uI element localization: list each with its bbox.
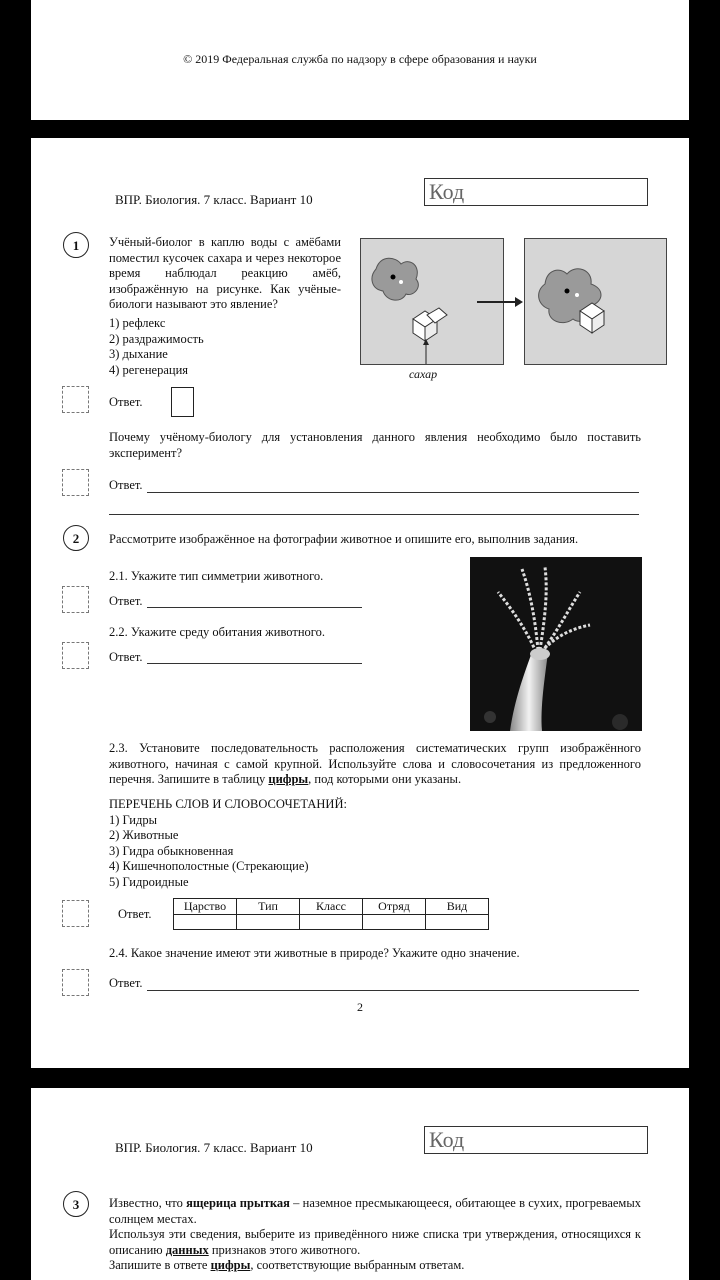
q2-1-text: 2.1. Укажите тип симметрии животного.	[109, 569, 324, 583]
amoeba-after-image	[524, 238, 667, 365]
q2-3-answer-label: Ответ.	[118, 907, 152, 921]
q3-l1-a: Известно, что	[109, 1196, 187, 1210]
q1-answer-label-2: Ответ.	[109, 478, 143, 492]
word-list-item-4: 4) Кишечнополостные (Стрекающие)	[109, 859, 309, 873]
q3-l3-bold: цифры	[210, 1258, 251, 1272]
table-header-class: Класс	[300, 899, 363, 915]
table-header-species: Вид	[426, 899, 489, 915]
table-header-kingdom: Царство	[174, 899, 237, 915]
page-3	[31, 1088, 689, 1280]
table-cell-order[interactable]	[363, 915, 426, 930]
q1-option-4: 4) регенерация	[109, 362, 189, 377]
q2-2-answer-line[interactable]	[147, 663, 362, 664]
table-cell-class[interactable]	[300, 915, 363, 930]
q1-option-3: 3) дыхание	[109, 347, 168, 361]
table-header-type: Тип	[237, 899, 300, 915]
q3-l1-bold: ящерица прыткая	[186, 1196, 290, 1210]
table-cell-type[interactable]	[237, 915, 300, 930]
q3-text	[109, 1196, 641, 1274]
page-2	[31, 138, 689, 1068]
score-box-2-1	[62, 586, 89, 613]
word-list-item-5: 5) Гидроидные	[109, 874, 189, 889]
q1-answer-box[interactable]	[171, 387, 194, 417]
score-box-1a	[62, 386, 89, 413]
table-header-order: Отряд	[363, 899, 426, 915]
q3-l2-a: Используя эти сведения, выберите из приведённого ниже списка три утверждения, относящихся к описанию	[109, 1227, 641, 1257]
systematics-table	[173, 898, 489, 930]
q3-line-1	[109, 1196, 641, 1227]
q3-l3-b: , соответствующие выбранным ответам.	[250, 1258, 465, 1272]
score-box-2-2	[62, 642, 89, 669]
q2-3-text-a: 2.3. Установите последовательность расположения систематических групп изображённого животного, начиная с самой крупной. Используйте слова и словосочетания из предложенного перечня. Запишите в таблицу	[109, 741, 641, 786]
q3-l2-bold: данных	[165, 1242, 209, 1257]
table-cell-species[interactable]	[426, 915, 489, 930]
q2-4-answer-line[interactable]	[147, 990, 639, 991]
word-list-item-2: 2) Животные	[109, 828, 179, 842]
q2-4-text: 2.4. Какое значение имеют эти животные в природе? Укажите одно значение.	[109, 946, 520, 960]
score-box-2-3	[62, 900, 89, 927]
q2-3-text	[109, 741, 641, 788]
q2-4-answer-label: Ответ.	[109, 976, 143, 990]
q1-answer-line-1[interactable]	[147, 492, 639, 493]
arrow-right-icon	[515, 297, 523, 307]
word-list-title: ПЕРЕЧЕНЬ СЛОВ И СЛОВОСОЧЕТАНИЙ:	[109, 797, 347, 811]
q2-intro: Рассмотрите изображённое на фотографии животное и опишите его, выполнив задания.	[109, 532, 579, 546]
page-header-title-3: ВПР. Биология. 7 класс. Вариант 10	[115, 1140, 313, 1155]
q1-answer-label: Ответ.	[109, 395, 143, 409]
q2-1-answer-line[interactable]	[147, 607, 362, 608]
q1-options	[109, 316, 309, 378]
q1-followup: Почему учёному-биологу для установления данного явления необходимо было поставить эксперимент?	[109, 430, 641, 460]
word-list-item-1: 1) Гидры	[109, 812, 157, 827]
word-list	[109, 797, 509, 890]
arrow-line	[477, 301, 517, 303]
q2-3-text-b: , под которыми они указаны.	[308, 772, 462, 786]
page-top	[31, 0, 689, 120]
q1-option-2: 2) раздражимость	[109, 331, 204, 346]
q3-l1-b: – наземное пресмыкающееся, обитающее в сухих, прогреваемых солнцем местах.	[109, 1196, 641, 1226]
code-field-3[interactable]: Код	[424, 1126, 648, 1154]
page-number: 2	[357, 1000, 363, 1014]
q1-text: Учёный-биолог в каплю воды с амёбами поместил кусочек сахара и через некоторое время наблюдал реакцию амёб, изображённую на рисунке. Как учёные-биологи называют это явление?	[109, 235, 341, 311]
question-number-1: 1	[63, 232, 89, 258]
q2-1-answer-label: Ответ.	[109, 594, 143, 608]
q3-line-3	[109, 1258, 641, 1274]
code-field[interactable]: Код	[424, 178, 648, 206]
systematics-table-answer-row	[174, 915, 489, 930]
q3-l3-a: Запишите в ответе	[109, 1258, 211, 1272]
q2-3-text-bold: цифры	[268, 772, 309, 786]
score-box-2-4	[62, 969, 89, 996]
q3-l2-b: признаков этого животного.	[208, 1242, 361, 1257]
q2-2-answer-label: Ответ.	[109, 650, 143, 664]
word-list-item-3: 3) Гидра обыкновенная	[109, 843, 234, 858]
copyright-text: © 2019 Федеральная служба по надзору в сфере образования и науки	[183, 52, 537, 66]
sugar-caption: сахар	[409, 367, 438, 381]
question-number-3: 3	[63, 1191, 89, 1217]
table-cell-kingdom[interactable]	[174, 915, 237, 930]
question-number-2: 2	[63, 525, 89, 551]
hydra-photo	[470, 557, 642, 731]
q1-option-1: 1) рефлекс	[109, 316, 166, 330]
systematics-table-header-row	[174, 899, 489, 915]
q1-answer-line-2[interactable]	[109, 514, 639, 515]
q2-2-text: 2.2. Укажите среду обитания животного.	[109, 625, 325, 639]
q3-line-2	[109, 1227, 641, 1258]
page-header-title: ВПР. Биология. 7 класс. Вариант 10	[115, 192, 313, 207]
score-box-1b	[62, 469, 89, 496]
